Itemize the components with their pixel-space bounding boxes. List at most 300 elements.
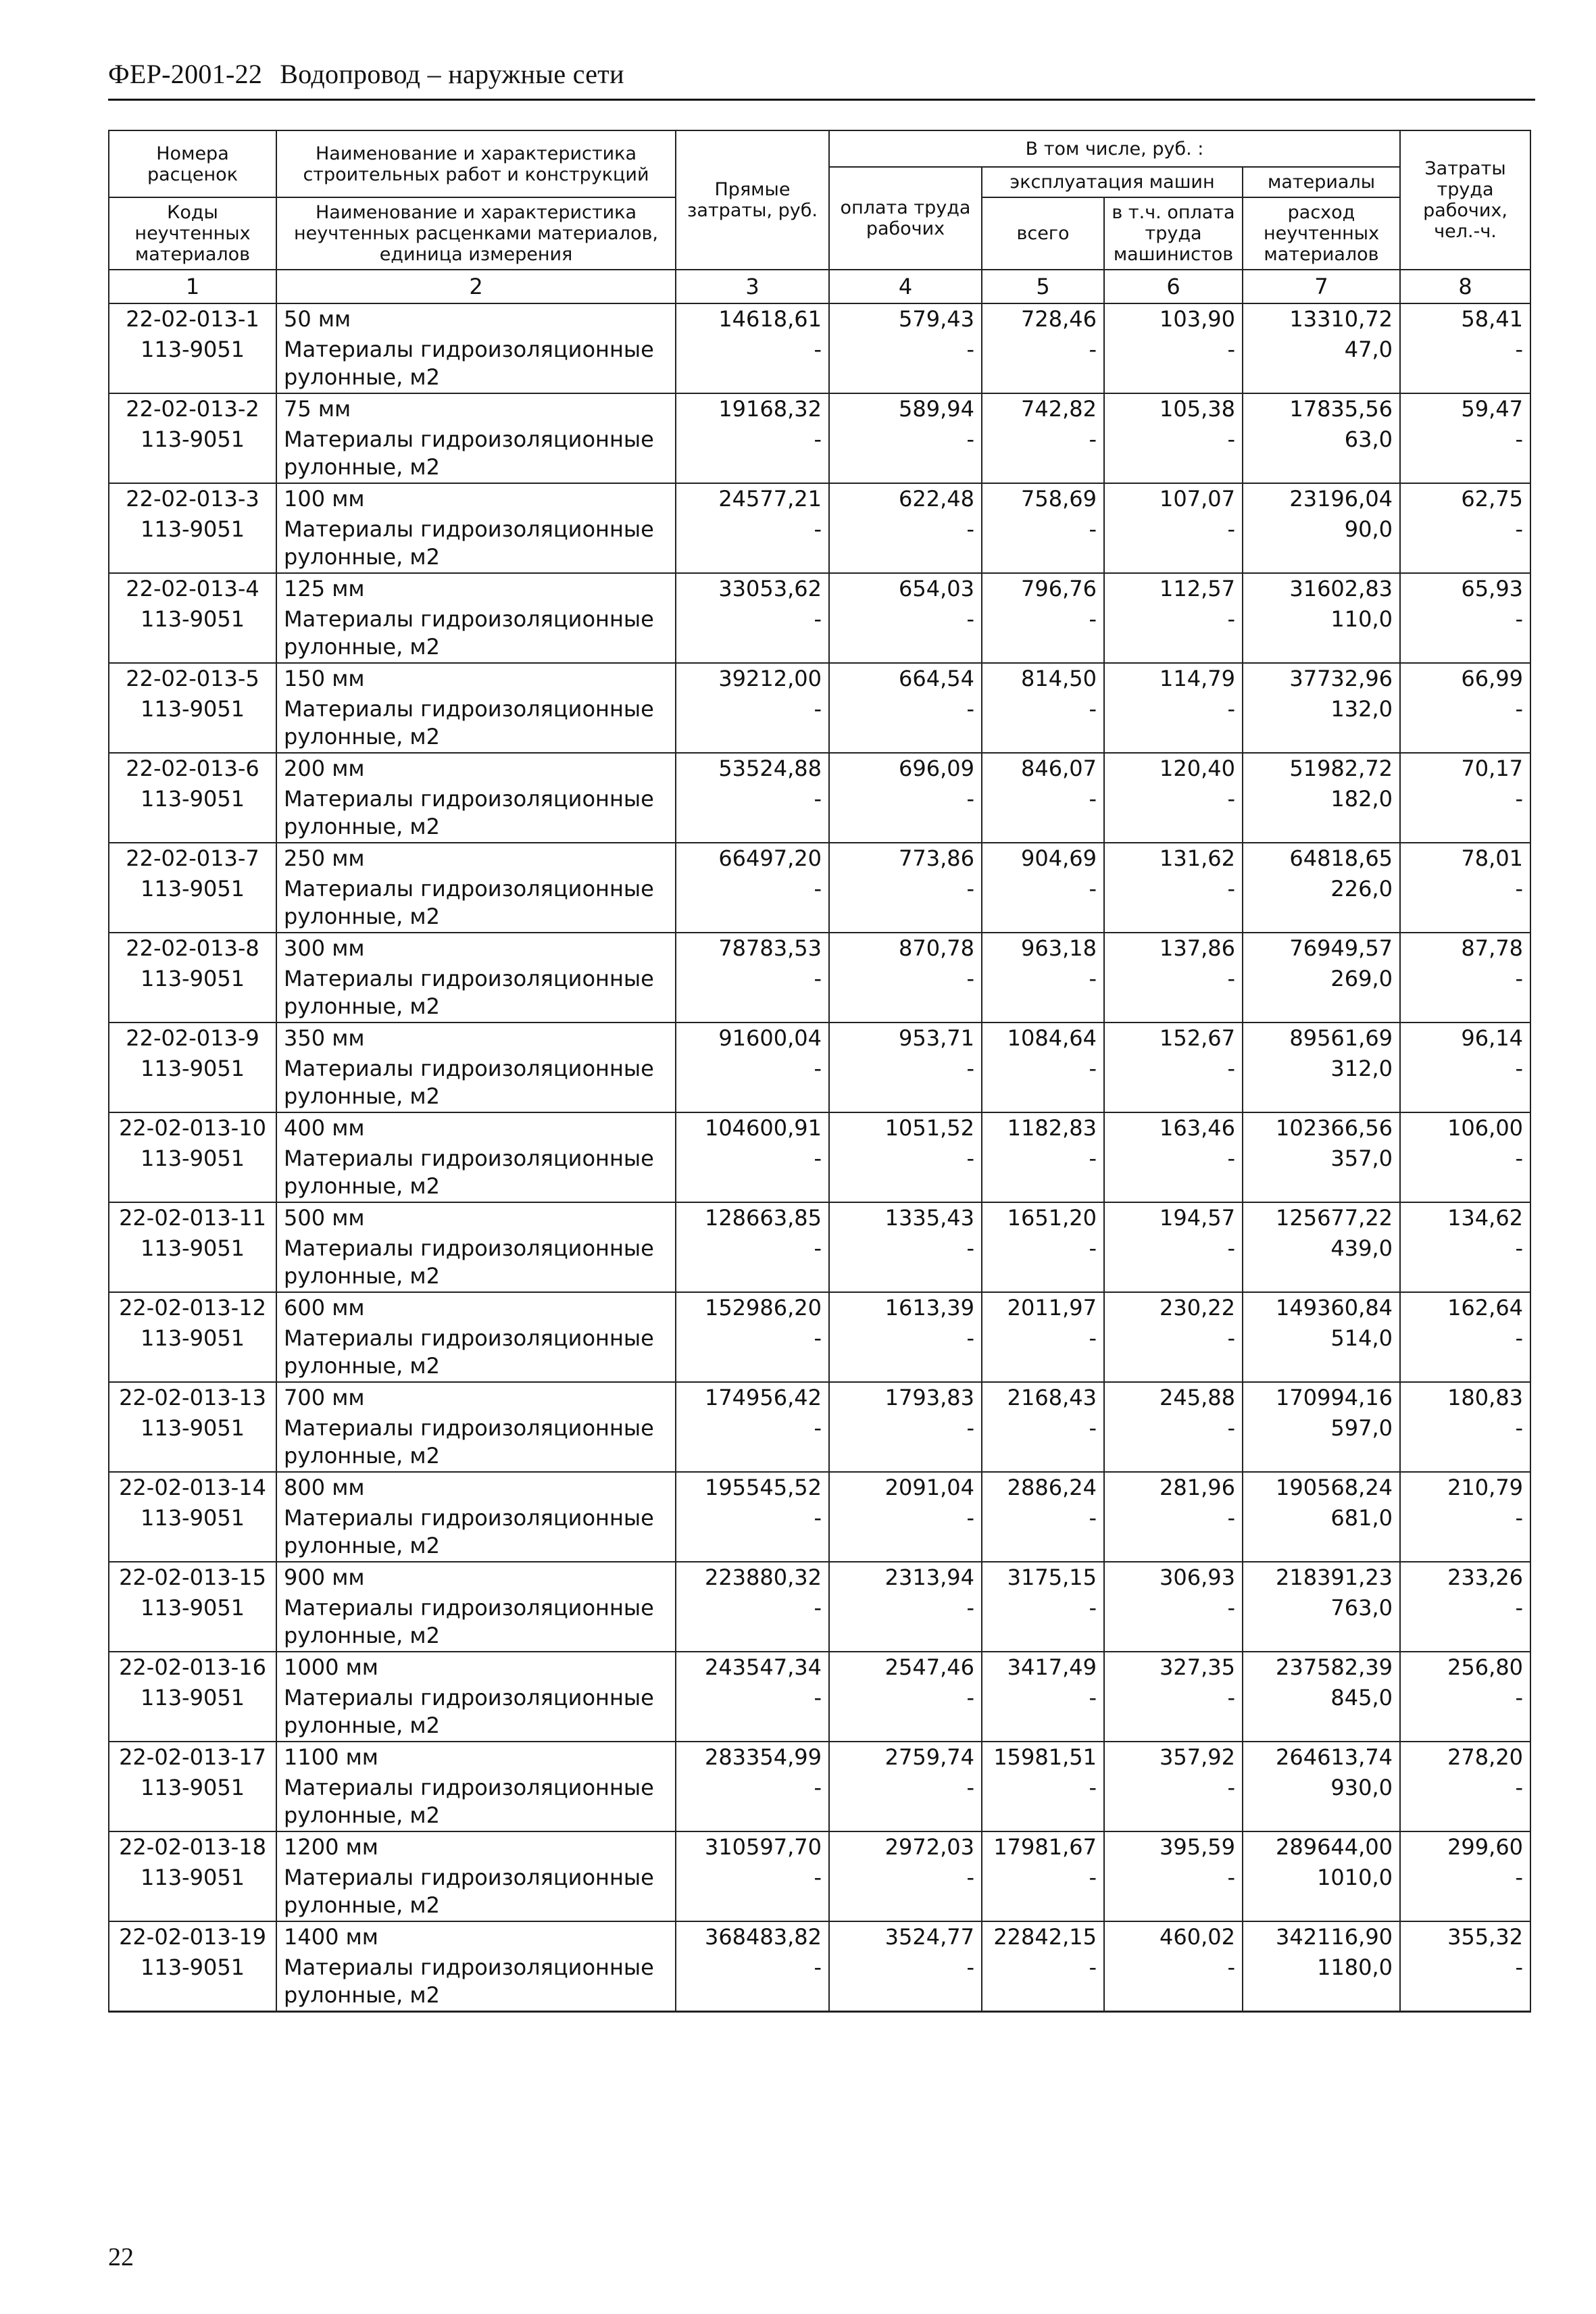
- machinists-pay-value: 131,62: [1104, 843, 1243, 874]
- dash-value: -: [676, 1503, 829, 1562]
- material-quantity-value: 182,0: [1243, 784, 1400, 843]
- dash-value: -: [982, 514, 1104, 573]
- labor-hours-value: 233,26: [1400, 1562, 1530, 1593]
- labor-pay-value: 696,09: [829, 753, 982, 784]
- table-row: [109, 1683, 1530, 1742]
- table-row: [109, 1831, 1530, 1863]
- material-name-line: рулонные, м2: [284, 1173, 440, 1199]
- machinists-pay-value: 103,90: [1104, 303, 1243, 335]
- rate-group: [109, 1292, 1530, 1382]
- column-number: 7: [1243, 270, 1400, 303]
- direct-costs-value: 174956,42: [676, 1382, 829, 1413]
- dash-value: -: [676, 964, 829, 1023]
- material-name-line: рулонные, м2: [284, 364, 440, 390]
- table-row: [109, 694, 1530, 753]
- material-quantity-value: 269,0: [1243, 964, 1400, 1023]
- labor-hours-value: 355,32: [1400, 1921, 1530, 1952]
- direct-costs-value: 223880,32: [676, 1562, 829, 1593]
- work-name: 350 мм: [276, 1023, 676, 1054]
- dash-value: -: [1400, 694, 1530, 753]
- machines-total-value: 904,69: [982, 843, 1104, 874]
- machines-total-value: 2011,97: [982, 1292, 1104, 1323]
- machinists-pay-value: 245,88: [1104, 1382, 1243, 1413]
- materials-value: 149360,84: [1243, 1292, 1400, 1323]
- dash-value: -: [676, 1952, 829, 2012]
- column-number: 5: [982, 270, 1104, 303]
- material-quantity-value: 132,0: [1243, 694, 1400, 753]
- rate-code: 22-02-013-19: [109, 1921, 276, 1952]
- table-row: [109, 1323, 1530, 1382]
- material-code: 113-9051: [109, 1054, 276, 1112]
- material-quantity-value: 763,0: [1243, 1593, 1400, 1652]
- material-name: [276, 1233, 676, 1292]
- table-row: [109, 303, 1530, 335]
- machines-total-value: 17981,67: [982, 1831, 1104, 1863]
- dash-value: -: [1104, 784, 1243, 843]
- material-name-line: рулонные, м2: [284, 544, 440, 570]
- dash-value: -: [829, 514, 982, 573]
- material-name: [276, 1323, 676, 1382]
- material-name: [276, 1952, 676, 2012]
- material-code: 113-9051: [109, 1323, 276, 1382]
- materials-value: 102366,56: [1243, 1112, 1400, 1143]
- labor-pay-value: 1335,43: [829, 1202, 982, 1233]
- material-name-line: Материалы гидроизоляционные: [284, 337, 654, 362]
- document-title: Водопровод – наружные сети: [280, 59, 624, 89]
- table-row: [109, 663, 1530, 694]
- table-row: [109, 1292, 1530, 1323]
- dash-value: -: [829, 1773, 982, 1831]
- material-quantity-value: 597,0: [1243, 1413, 1400, 1472]
- material-name-line: рулонные, м2: [284, 814, 440, 839]
- header-machine-operation: эксплуатация машин: [982, 167, 1243, 197]
- labor-pay-value: 622,48: [829, 483, 982, 514]
- machinists-pay-value: 107,07: [1104, 483, 1243, 514]
- rate-group: [109, 1562, 1530, 1652]
- material-code: 113-9051: [109, 964, 276, 1023]
- material-quantity-value: 63,0: [1243, 424, 1400, 483]
- rate-code: 22-02-013-13: [109, 1382, 276, 1413]
- material-name: [276, 514, 676, 573]
- work-name: 700 мм: [276, 1382, 676, 1413]
- table-row: [109, 424, 1530, 483]
- materials-value: 17835,56: [1243, 393, 1400, 424]
- dash-value: -: [676, 424, 829, 483]
- material-name: [276, 964, 676, 1023]
- rate-group: [109, 1112, 1530, 1202]
- materials-value: 218391,23: [1243, 1562, 1400, 1593]
- material-name-line: Материалы гидроизоляционные: [284, 966, 654, 991]
- material-name-line: рулонные, м2: [284, 634, 440, 660]
- work-name: 900 мм: [276, 1562, 676, 1593]
- materials-value: 64818,65: [1243, 843, 1400, 874]
- rate-group: [109, 1472, 1530, 1562]
- dash-value: -: [982, 1863, 1104, 1921]
- material-name-line: Материалы гидроизоляционные: [284, 696, 654, 722]
- materials-value: 237582,39: [1243, 1652, 1400, 1683]
- materials-value: 264613,74: [1243, 1742, 1400, 1773]
- dash-value: -: [829, 1413, 982, 1472]
- work-name: 75 мм: [276, 393, 676, 424]
- material-name-line: рулонные, м2: [284, 1263, 440, 1289]
- material-quantity-value: 1010,0: [1243, 1863, 1400, 1921]
- table-row: [109, 1233, 1530, 1292]
- dash-value: -: [1400, 1503, 1530, 1562]
- work-name: 600 мм: [276, 1292, 676, 1323]
- header-material-name: Наименование и характеристика неучтенных расценками материалов, единица измерения: [276, 197, 676, 270]
- material-name-line: Материалы гидроизоляционные: [284, 876, 654, 902]
- labor-hours-value: 66,99: [1400, 663, 1530, 694]
- dash-value: -: [1104, 1054, 1243, 1112]
- material-name-line: Материалы гидроизоляционные: [284, 606, 654, 632]
- labor-hours-value: 70,17: [1400, 753, 1530, 784]
- material-quantity-value: 514,0: [1243, 1323, 1400, 1382]
- material-name-line: рулонные, м2: [284, 1533, 440, 1558]
- table-row: [109, 393, 1530, 424]
- rate-code: 22-02-013-7: [109, 843, 276, 874]
- dash-value: -: [676, 1683, 829, 1742]
- dash-value: -: [829, 1143, 982, 1202]
- materials-value: 13310,72: [1243, 303, 1400, 335]
- direct-costs-value: 78783,53: [676, 933, 829, 964]
- material-name-line: Материалы гидроизоляционные: [284, 786, 654, 812]
- machines-total-value: 814,50: [982, 663, 1104, 694]
- material-quantity-value: 845,0: [1243, 1683, 1400, 1742]
- dash-value: -: [1104, 1323, 1243, 1382]
- dash-value: -: [1104, 604, 1243, 663]
- material-quantity-value: 1180,0: [1243, 1952, 1400, 2012]
- table-row: [109, 1773, 1530, 1831]
- dash-value: -: [829, 1683, 982, 1742]
- rate-code: 22-02-013-2: [109, 393, 276, 424]
- column-number: 8: [1400, 270, 1530, 303]
- work-name: 500 мм: [276, 1202, 676, 1233]
- table-row: [109, 843, 1530, 874]
- direct-costs-value: 33053,62: [676, 573, 829, 604]
- rate-code: 22-02-013-4: [109, 573, 276, 604]
- dash-value: -: [829, 604, 982, 663]
- table-row: [109, 1382, 1530, 1413]
- material-name: [276, 1054, 676, 1112]
- machinists-pay-value: 306,93: [1104, 1562, 1243, 1593]
- material-name: [276, 694, 676, 753]
- materials-value: 51982,72: [1243, 753, 1400, 784]
- materials-value: 125677,22: [1243, 1202, 1400, 1233]
- header-machines-total: всего: [982, 197, 1104, 270]
- material-name-line: рулонные, м2: [284, 1623, 440, 1648]
- labor-hours-value: 180,83: [1400, 1382, 1530, 1413]
- machines-total-value: 796,76: [982, 573, 1104, 604]
- material-name-line: Материалы гидроизоляционные: [284, 1954, 654, 1980]
- material-name-line: Материалы гидроизоляционные: [284, 1415, 654, 1441]
- material-name: [276, 424, 676, 483]
- machinists-pay-value: 105,38: [1104, 393, 1243, 424]
- rate-code: 22-02-013-8: [109, 933, 276, 964]
- work-name: 200 мм: [276, 753, 676, 784]
- labor-hours-value: 87,78: [1400, 933, 1530, 964]
- dash-value: -: [1104, 1683, 1243, 1742]
- table-row: [109, 1863, 1530, 1921]
- material-name-line: Материалы гидроизоляционные: [284, 1595, 654, 1621]
- rate-group: [109, 1831, 1530, 1921]
- material-code: 113-9051: [109, 514, 276, 573]
- rate-code: 22-02-013-11: [109, 1202, 276, 1233]
- materials-value: 170994,16: [1243, 1382, 1400, 1413]
- machines-total-value: 22842,15: [982, 1921, 1104, 1952]
- dash-value: -: [982, 874, 1104, 933]
- labor-pay-value: 870,78: [829, 933, 982, 964]
- material-name-line: Материалы гидроизоляционные: [284, 1056, 654, 1081]
- material-name: [276, 1593, 676, 1652]
- labor-pay-value: 3524,77: [829, 1921, 982, 1952]
- labor-pay-value: 2091,04: [829, 1472, 982, 1503]
- material-name: [276, 1413, 676, 1472]
- dash-value: -: [829, 1863, 982, 1921]
- labor-hours-value: 78,01: [1400, 843, 1530, 874]
- dash-value: -: [829, 1593, 982, 1652]
- labor-pay-value: 2972,03: [829, 1831, 982, 1863]
- table-row: [109, 1202, 1530, 1233]
- header-rule: [108, 99, 1535, 101]
- table-row: [109, 874, 1530, 933]
- rate-code: 22-02-013-15: [109, 1562, 276, 1593]
- dash-value: -: [1400, 1773, 1530, 1831]
- dash-value: -: [1400, 1952, 1530, 2012]
- table-row: [109, 1952, 1530, 2012]
- material-code: 113-9051: [109, 1593, 276, 1652]
- machinists-pay-value: 120,40: [1104, 753, 1243, 784]
- material-name-line: Материалы гидроизоляционные: [284, 1865, 654, 1890]
- dash-value: -: [829, 964, 982, 1023]
- dash-value: -: [829, 784, 982, 843]
- machinists-pay-value: 230,22: [1104, 1292, 1243, 1323]
- rate-code: 22-02-013-10: [109, 1112, 276, 1143]
- work-name: 250 мм: [276, 843, 676, 874]
- labor-hours-value: 62,75: [1400, 483, 1530, 514]
- dash-value: -: [676, 335, 829, 393]
- material-name: [276, 1683, 676, 1742]
- dash-value: -: [982, 1773, 1104, 1831]
- material-name-line: Материалы гидроизоляционные: [284, 1235, 654, 1261]
- machines-total-value: 742,82: [982, 393, 1104, 424]
- table-row: [109, 1023, 1530, 1054]
- table-row: [109, 1503, 1530, 1562]
- dash-value: -: [982, 694, 1104, 753]
- table-row: [109, 483, 1530, 514]
- materials-value: 31602,83: [1243, 573, 1400, 604]
- dash-value: -: [1400, 784, 1530, 843]
- dash-value: -: [1400, 1683, 1530, 1742]
- labor-hours-value: 106,00: [1400, 1112, 1530, 1143]
- dash-value: -: [676, 514, 829, 573]
- material-name-line: рулонные, м2: [284, 1982, 440, 2008]
- material-quantity-value: 439,0: [1243, 1233, 1400, 1292]
- material-code: 113-9051: [109, 1143, 276, 1202]
- machines-total-value: 15981,51: [982, 1742, 1104, 1773]
- material-quantity-value: 357,0: [1243, 1143, 1400, 1202]
- dash-value: -: [1400, 335, 1530, 393]
- dash-value: -: [829, 1503, 982, 1562]
- material-name: [276, 1503, 676, 1562]
- material-name-line: рулонные, м2: [284, 904, 440, 929]
- dash-value: -: [676, 1054, 829, 1112]
- rate-group: [109, 1202, 1530, 1292]
- material-code: 113-9051: [109, 1773, 276, 1831]
- labor-hours-value: 162,64: [1400, 1292, 1530, 1323]
- material-name: [276, 604, 676, 663]
- materials-value: 89561,69: [1243, 1023, 1400, 1054]
- rate-group: [109, 753, 1530, 843]
- labor-pay-value: 2313,94: [829, 1562, 982, 1593]
- work-name: 100 мм: [276, 483, 676, 514]
- material-code: 113-9051: [109, 335, 276, 393]
- work-name: 1100 мм: [276, 1742, 676, 1773]
- header-labor-hours: Затраты труда рабочих, чел.-ч.: [1400, 130, 1530, 270]
- work-name: 400 мм: [276, 1112, 676, 1143]
- material-code: 113-9051: [109, 604, 276, 663]
- dash-value: -: [676, 1413, 829, 1472]
- materials-value: 76949,57: [1243, 933, 1400, 964]
- direct-costs-value: 19168,32: [676, 393, 829, 424]
- direct-costs-value: 91600,04: [676, 1023, 829, 1054]
- dash-value: -: [982, 1143, 1104, 1202]
- dash-value: -: [982, 604, 1104, 663]
- rate-code: 22-02-013-9: [109, 1023, 276, 1054]
- material-code: 113-9051: [109, 1863, 276, 1921]
- material-code: 113-9051: [109, 1233, 276, 1292]
- column-number-row: [109, 270, 1530, 303]
- machines-total-value: 3175,15: [982, 1562, 1104, 1593]
- table-row: [109, 1562, 1530, 1593]
- work-name: 1400 мм: [276, 1921, 676, 1952]
- machinists-pay-value: 152,67: [1104, 1023, 1243, 1054]
- header-materials: материалы: [1243, 167, 1400, 197]
- table-row: [109, 1652, 1530, 1683]
- labor-pay-value: 1613,39: [829, 1292, 982, 1323]
- table-row: [109, 1593, 1530, 1652]
- machines-total-value: 963,18: [982, 933, 1104, 964]
- direct-costs-value: 152986,20: [676, 1292, 829, 1323]
- labor-pay-value: 773,86: [829, 843, 982, 874]
- machines-total-value: 758,69: [982, 483, 1104, 514]
- table-row: [109, 933, 1530, 964]
- machinists-pay-value: 327,35: [1104, 1652, 1243, 1683]
- material-name-line: рулонные, м2: [284, 1713, 440, 1738]
- dash-value: -: [1104, 1503, 1243, 1562]
- labor-hours-value: 278,20: [1400, 1742, 1530, 1773]
- dash-value: -: [829, 424, 982, 483]
- dash-value: -: [1104, 1773, 1243, 1831]
- dash-value: -: [1104, 424, 1243, 483]
- dash-value: -: [1104, 335, 1243, 393]
- direct-costs-value: 24577,21: [676, 483, 829, 514]
- dash-value: -: [1104, 964, 1243, 1023]
- column-number: 2: [276, 270, 676, 303]
- table-row: [109, 1143, 1530, 1202]
- table-row: [109, 604, 1530, 663]
- dash-value: -: [1400, 1413, 1530, 1472]
- work-name: 1200 мм: [276, 1831, 676, 1863]
- dash-value: -: [1104, 1413, 1243, 1472]
- dash-value: -: [1104, 1593, 1243, 1652]
- work-name: 300 мм: [276, 933, 676, 964]
- dash-value: -: [829, 874, 982, 933]
- dash-value: -: [1400, 1593, 1530, 1652]
- labor-hours-value: 65,93: [1400, 573, 1530, 604]
- table-row: [109, 1472, 1530, 1503]
- table-row: [109, 335, 1530, 393]
- materials-value: 289644,00: [1243, 1831, 1400, 1863]
- material-quantity-value: 90,0: [1243, 514, 1400, 573]
- rate-group: [109, 483, 1530, 573]
- machinists-pay-value: 112,57: [1104, 573, 1243, 604]
- dash-value: -: [829, 335, 982, 393]
- material-name: [276, 1773, 676, 1831]
- machinists-pay-value: 137,86: [1104, 933, 1243, 964]
- dash-value: -: [676, 1773, 829, 1831]
- material-quantity-value: 226,0: [1243, 874, 1400, 933]
- header-including: В том числе, руб. :: [829, 130, 1400, 167]
- labor-hours-value: 96,14: [1400, 1023, 1530, 1054]
- labor-hours-value: 58,41: [1400, 303, 1530, 335]
- direct-costs-value: 128663,85: [676, 1202, 829, 1233]
- dash-value: -: [982, 964, 1104, 1023]
- material-name-line: Материалы гидроизоляционные: [284, 1775, 654, 1800]
- material-code: 113-9051: [109, 694, 276, 753]
- header-rate-numbers: Номера расценок: [109, 130, 276, 197]
- table-row: [109, 1742, 1530, 1773]
- rate-group: [109, 1921, 1530, 2012]
- material-name-line: рулонные, м2: [284, 454, 440, 480]
- material-name-line: рулонные, м2: [284, 1802, 440, 1828]
- rate-group: [109, 1652, 1530, 1742]
- rate-group: [109, 573, 1530, 663]
- material-name-line: рулонные, м2: [284, 1083, 440, 1109]
- direct-costs-value: 14618,61: [676, 303, 829, 335]
- direct-costs-value: 310597,70: [676, 1831, 829, 1863]
- material-name: [276, 784, 676, 843]
- direct-costs-value: 368483,82: [676, 1921, 829, 1952]
- rate-code: 22-02-013-12: [109, 1292, 276, 1323]
- machines-total-value: 1084,64: [982, 1023, 1104, 1054]
- dash-value: -: [982, 335, 1104, 393]
- labor-pay-value: 1051,52: [829, 1112, 982, 1143]
- dash-value: -: [1104, 1863, 1243, 1921]
- material-name-line: Материалы гидроизоляционные: [284, 1146, 654, 1171]
- dash-value: -: [1400, 1863, 1530, 1921]
- labor-hours-value: 299,60: [1400, 1831, 1530, 1863]
- material-code: 113-9051: [109, 784, 276, 843]
- work-name: 800 мм: [276, 1472, 676, 1503]
- table-row: [109, 573, 1530, 604]
- labor-pay-value: 579,43: [829, 303, 982, 335]
- dash-value: -: [676, 784, 829, 843]
- rate-code: 22-02-013-3: [109, 483, 276, 514]
- material-code: 113-9051: [109, 1683, 276, 1742]
- material-code: 113-9051: [109, 1503, 276, 1562]
- direct-costs-value: 243547,34: [676, 1652, 829, 1683]
- materials-value: 37732,96: [1243, 663, 1400, 694]
- dash-value: -: [982, 1233, 1104, 1292]
- rate-group: [109, 933, 1530, 1023]
- table-row: [109, 1112, 1530, 1143]
- rate-group: [109, 1742, 1530, 1831]
- dash-value: -: [1104, 694, 1243, 753]
- labor-pay-value: 654,03: [829, 573, 982, 604]
- materials-value: 190568,24: [1243, 1472, 1400, 1503]
- dash-value: -: [1104, 1233, 1243, 1292]
- dash-value: -: [829, 1233, 982, 1292]
